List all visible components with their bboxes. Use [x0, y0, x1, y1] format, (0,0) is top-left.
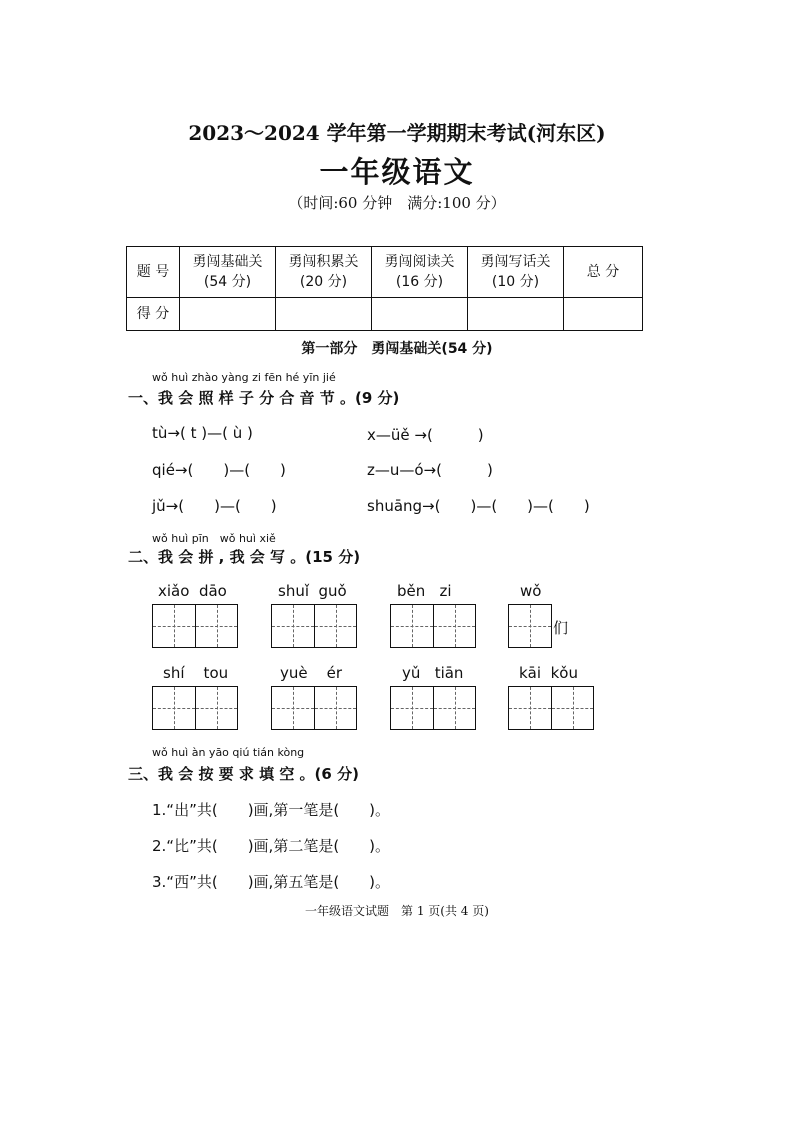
- section1-item[interactable]: tù→( t )—( ù ): [152, 424, 253, 442]
- section3-pinyin: wǒ huì àn yāo qiú tián kòng: [152, 746, 305, 759]
- score-header-label: 题 号: [127, 247, 180, 298]
- section3-title: 三、我 会 按 要 求 填 空 。(6 分): [128, 765, 359, 783]
- exam-time-info: （时间:60 分钟 满分:100 分）: [288, 194, 506, 212]
- section3-item[interactable]: 3.“西”共( )画,第五笔是( )。: [152, 873, 391, 891]
- word-pinyin: běn zi: [397, 582, 452, 600]
- page-footer: 一年级语文试题 第 1 页(共 4 页): [305, 904, 489, 918]
- word-pinyin: shí tou: [163, 664, 229, 682]
- subject-title: 一年级语文: [319, 155, 475, 189]
- section1-item[interactable]: qié→( )—( ): [152, 461, 286, 479]
- score-cell[interactable]: [564, 298, 643, 331]
- writing-grid[interactable]: [508, 686, 594, 730]
- section1-item[interactable]: x—üě →( ): [367, 426, 484, 444]
- score-header-basic: 勇闯基础关 (54 分): [180, 247, 276, 298]
- score-row-label: 得 分: [127, 298, 180, 331]
- section1-item[interactable]: shuāng→( )—( )—( ): [367, 497, 590, 515]
- section3-item[interactable]: 1.“出”共( )画,第一笔是( )。: [152, 801, 391, 819]
- score-table: [126, 246, 643, 331]
- writing-grid[interactable]: [390, 686, 476, 730]
- writing-grid[interactable]: [271, 604, 357, 648]
- word-pinyin: shuǐ guǒ: [278, 582, 347, 600]
- writing-grid[interactable]: [271, 686, 357, 730]
- score-header-total: 总 分: [564, 247, 643, 298]
- word-pinyin: kāi kǒu: [519, 664, 578, 682]
- score-cell[interactable]: [180, 298, 276, 331]
- word-pinyin: wǒ: [520, 582, 542, 600]
- word-pinyin: yǔ tiān: [402, 664, 464, 682]
- section2-pinyin: wǒ huì pīn wǒ huì xiě: [152, 532, 276, 545]
- writing-grid[interactable]: [390, 604, 476, 648]
- writing-grid[interactable]: [508, 604, 552, 648]
- section1-title: 一、我 会 照 样 子 分 合 音 节 。(9 分): [128, 389, 400, 407]
- writing-grid[interactable]: [152, 686, 238, 730]
- score-header-accumulate: 勇闯积累关 (20 分): [276, 247, 372, 298]
- part-title: 第一部分 勇闯基础关(54 分): [301, 341, 493, 357]
- section1-pinyin: wǒ huì zhào yàng zi fēn hé yīn jié: [152, 371, 336, 384]
- score-header-reading: 勇闯阅读关 (16 分): [372, 247, 468, 298]
- word-pinyin: yuè ér: [280, 664, 343, 682]
- section1-item[interactable]: jǔ→( )—( ): [152, 497, 277, 515]
- exam-title: 2023～2024 学年第一学期期末考试(河东区): [188, 121, 606, 145]
- section2-title: 二、我 会 拼 , 我 会 写 。(15 分): [128, 548, 361, 566]
- writing-grid[interactable]: [152, 604, 238, 648]
- score-cell[interactable]: [372, 298, 468, 331]
- section3-item[interactable]: 2.“比”共( )画,第二笔是( )。: [152, 837, 391, 855]
- score-header-writing: 勇闯写话关 (10 分): [468, 247, 564, 298]
- word-suffix: 们: [553, 619, 569, 637]
- word-pinyin: xiǎo dāo: [158, 582, 227, 600]
- score-cell[interactable]: [468, 298, 564, 331]
- score-cell[interactable]: [276, 298, 372, 331]
- section1-item[interactable]: z—u—ó→( ): [367, 461, 493, 479]
